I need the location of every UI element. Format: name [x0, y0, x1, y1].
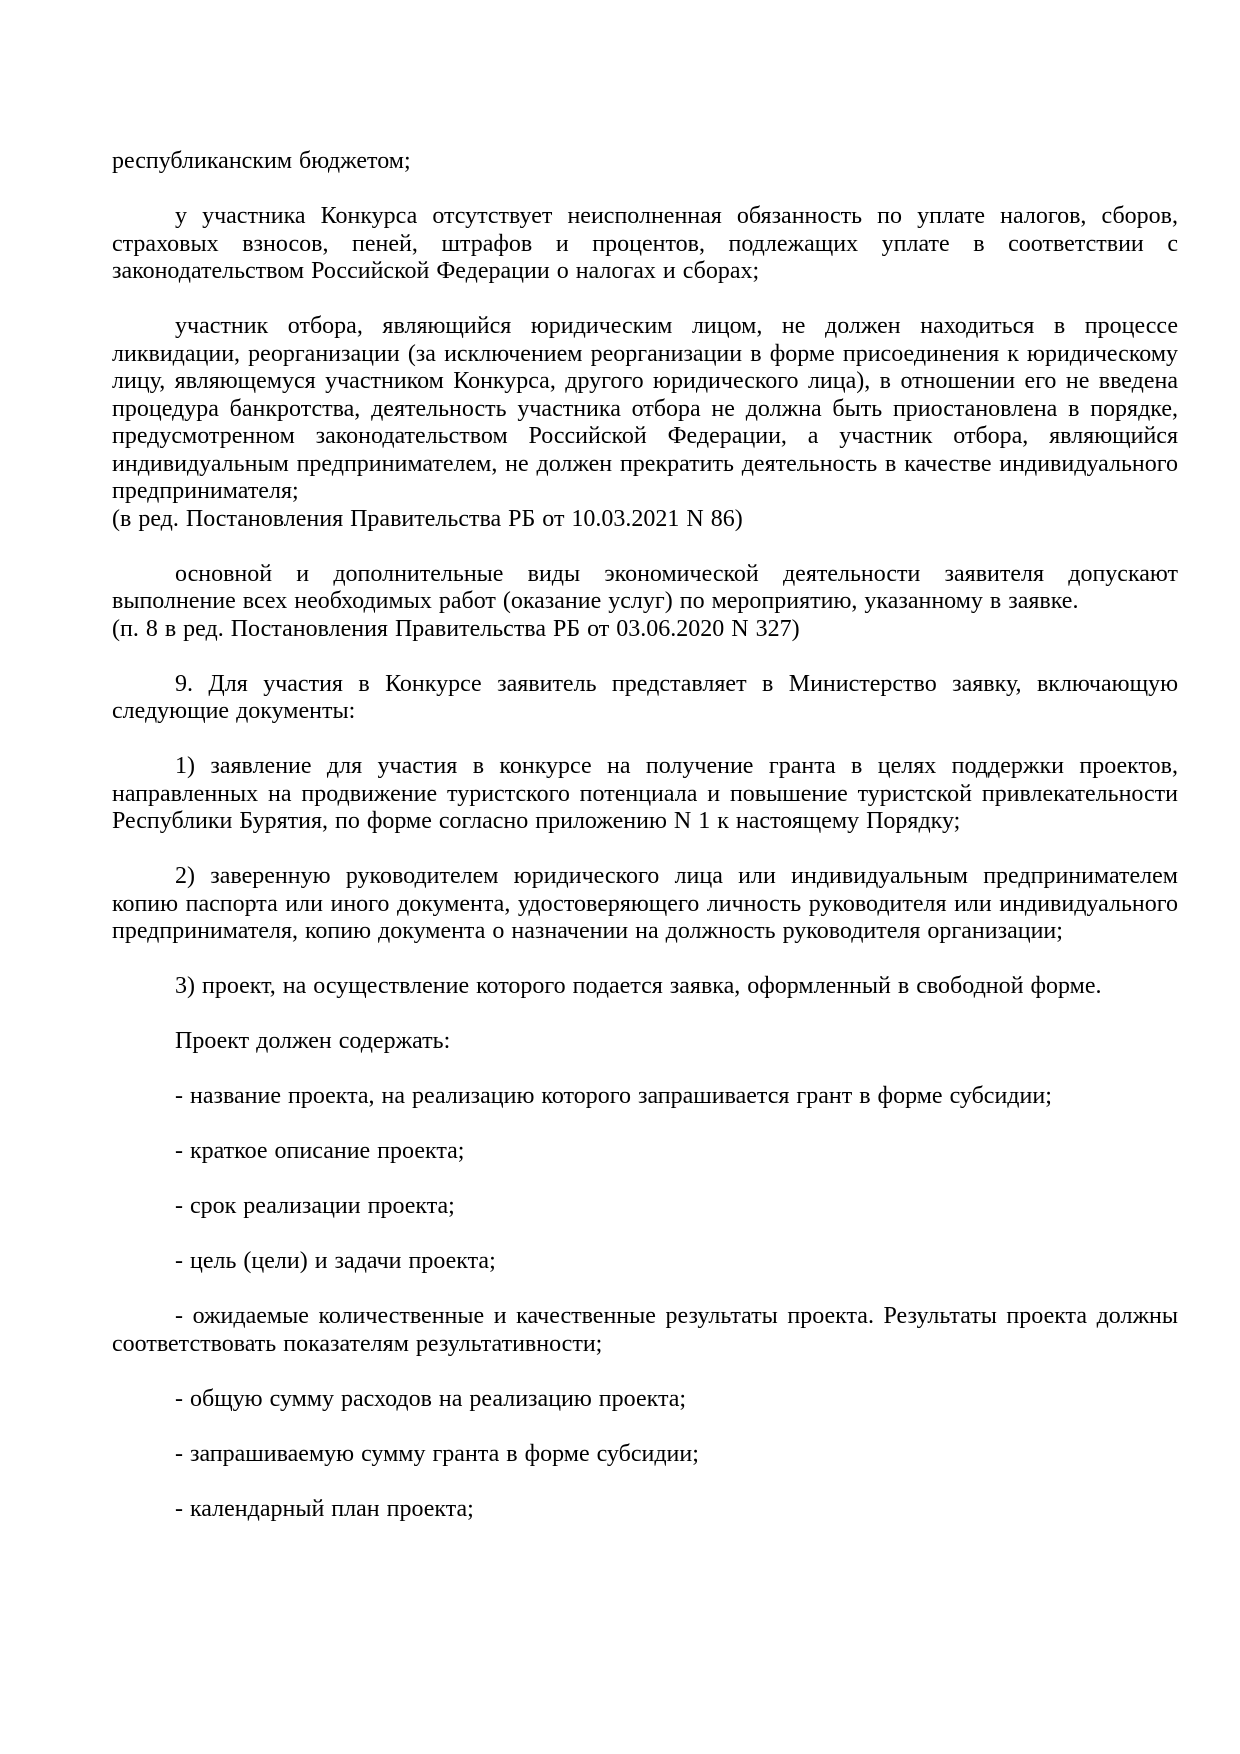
paragraph: - календарный план проекта; — [175, 1495, 474, 1522]
paragraph: основной и дополнительные виды экономической деятельности заявителя допускают выполнение всех необходимых работ (оказание услуг) по мероприятию, указанному в заявке. — [112, 560, 1178, 614]
paragraph: (п. 8 в ред. Постановления Правительства РБ от 03.06.2020 N 327) — [112, 615, 800, 642]
paragraph: 1) заявление для участия в конкурсе на получение гранта в целях поддержки проектов, направленных на продвижение туристского потенциала и повышение туристской привлекательности Республики Бурятия, по форме согласно приложению N 1 к настоящему Порядку; — [112, 753, 1178, 834]
paragraph: Проект должен содержать: — [175, 1028, 451, 1054]
paragraph: - срок реализации проекта; — [175, 1193, 455, 1219]
paragraph: 9. Для участия в Конкурсе заявитель представляет в Министерство заявку, включающую следующие документы: — [112, 670, 1178, 724]
paragraph: - краткое описание проекта; — [175, 1138, 465, 1164]
paragraph: 3) проект, на осуществление которого подается заявка, оформленный в свободной форме. — [175, 973, 1102, 999]
paragraph: 2) заверенную руководителем юридического лица или индивидуальным предпринимателем копию паспорта или иного документа, удостоверяющего личность руководителя или индивидуального предпринимателя, копию документа о назначении на должность руководителя организации; — [112, 863, 1178, 944]
paragraph: - общую сумму расходов на реализацию проекта; — [175, 1385, 687, 1412]
paragraph: - запрашиваемую сумму гранта в форме субсидии; — [175, 1440, 699, 1467]
paragraph: республиканским бюджетом; — [112, 148, 411, 174]
paragraph: (в ред. Постановления Правительства РБ от 10.03.2021 N 86) — [112, 505, 743, 532]
paragraph: - название проекта, на реализацию которого запрашивается грант в форме субсидии; — [175, 1083, 1052, 1109]
document-text-body — [112, 148, 1178, 1523]
paragraph: - цель (цели) и задачи проекта; — [175, 1248, 496, 1274]
paragraph: участник отбора, являющийся юридическим лицом, не должен находиться в процессе ликвидации, реорганизации (за исключением реорганизации в форме присоединения к юридическому лицу, являющемуся участником Конкурса, другого юридического лица), в отношении его не введена процедура банкротства, деятельность участника отбора не должна быть приостановлена в порядке, предусмотренном законодательством Российской Федерации, а участник отбора, являющийся индивидуальным предпринимателем, не должен прекратить деятельность в качестве индивидуального предпринимателя; — [112, 313, 1178, 504]
paragraph: - ожидаемые количественные и качественные результаты проекта. Результаты проекта должны соответствовать показателям результативности; — [112, 1303, 1178, 1357]
paragraph: у участника Конкурса отсутствует неисполненная обязанность по уплате налогов, сборов, страховых взносов, пеней, штрафов и процентов, подлежащих уплате в соответствии с законодательством Российской Федерации о налогах и сборах; — [112, 203, 1178, 284]
